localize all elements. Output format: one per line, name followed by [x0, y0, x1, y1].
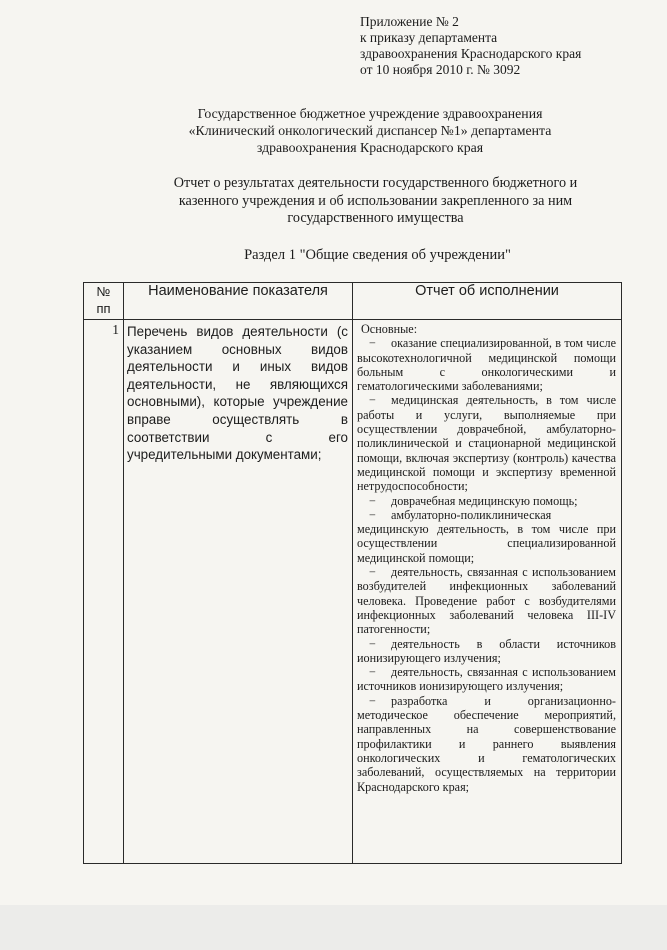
report-heading: Основные: [361, 322, 418, 336]
list-item [357, 694, 616, 794]
dash-marker: − [369, 636, 376, 651]
row-indicator-name: Перечень видов деятельности (с указанием основных видов деятельности и иных видов деятельности, не являющихся основными), которые учреждение вправе осуществлять в соответствии с его учредительными документами; [124, 320, 353, 864]
dash-marker: − [369, 565, 376, 580]
list-item [357, 336, 616, 393]
list-item-text: оказание специализированной, в том числе высокотехнологичной медицинской помощи больным с онкологическими и гематологическими заболеваниями; [357, 336, 616, 394]
list-item [357, 565, 616, 636]
dash-marker: − [369, 336, 376, 351]
header-number [84, 283, 124, 320]
row-number: 1 [84, 320, 124, 864]
organization-title [90, 105, 650, 156]
list-item-text: деятельность в области источников ионизирующего излучения; [357, 636, 616, 665]
header-number-line: пп [96, 301, 111, 316]
appendix-line: Приложение № 2 [360, 14, 459, 29]
header-report: Отчет об исполнении [353, 283, 622, 320]
list-item-text: амбулаторно-поликлиническая медицинскую деятельность, в том числе при осуществлении специализированной медицинской помощи; [357, 507, 616, 565]
header-indicator-name: Наименование показателя [124, 283, 353, 320]
dash-marker: − [369, 665, 376, 680]
report-title-line: государственного имущества [287, 210, 464, 226]
report-title-line: казенного учреждения и об использовании закрепленного за ним [178, 192, 573, 209]
dash-marker: − [369, 393, 376, 408]
organization-line: «Клинический онкологический диспансер №1» департамента [188, 123, 552, 138]
table-header-row [84, 283, 622, 320]
dash-marker: − [369, 493, 376, 508]
table-row [84, 320, 622, 864]
list-item-text: доврачебная медицинскую помощь; [391, 493, 578, 508]
section-title: Раздел 1 "Общие сведения об учреждении" [244, 247, 511, 263]
list-item [357, 508, 616, 565]
list-item [357, 665, 616, 694]
appendix-line: к приказу департамента [360, 30, 498, 45]
scan-bottom-margin [0, 905, 667, 950]
report-title-line: Отчет о результатах деятельности государственного бюджетного и [173, 175, 578, 191]
dash-marker: − [369, 693, 376, 708]
header-number-line: № [96, 284, 111, 299]
list-item [357, 637, 616, 666]
organization-line: Государственное бюджетное учреждение здравоохранения [197, 106, 543, 121]
list-item-text: разработка и организационно-методическое обеспечение мероприятий, направленных на совершенствование профилактики и раннего выявления онкологических и гематологических заболеваний, осуществляемых на территории Краснодарского края; [357, 693, 616, 794]
report-title [98, 175, 653, 228]
appendix-line: здравоохранения Краснодарского края [360, 46, 582, 61]
organization-line: здравоохранения Краснодарского края [256, 140, 484, 155]
appendix-block [360, 14, 581, 78]
list-item-text: деятельность, связанная с использованием источников ионизирующего излучения; [357, 665, 616, 694]
list-item-text: деятельность, связанная с использованием возбудителей инфекционных заболеваний человека. Проведение работ с возбудителями инфекционных заболеваний человека III-IV патогенности; [357, 565, 616, 637]
appendix-line: от 10 ноября 2010 г. № 3092 [360, 62, 521, 77]
list-item [357, 494, 616, 508]
row-report [353, 320, 622, 864]
list-item [357, 393, 616, 493]
info-table [83, 282, 622, 864]
dash-marker: − [369, 507, 376, 522]
list-item-text: медицинская деятельность, в том числе работы и услуги, выполняемые при осуществлении доврачебной, амбулаторно-поликлинической и стационарной медицинской помощи, включая экспертизу (контроль) качества медицинской помощи и экспертизу временной нетрудоспособности; [357, 393, 616, 494]
